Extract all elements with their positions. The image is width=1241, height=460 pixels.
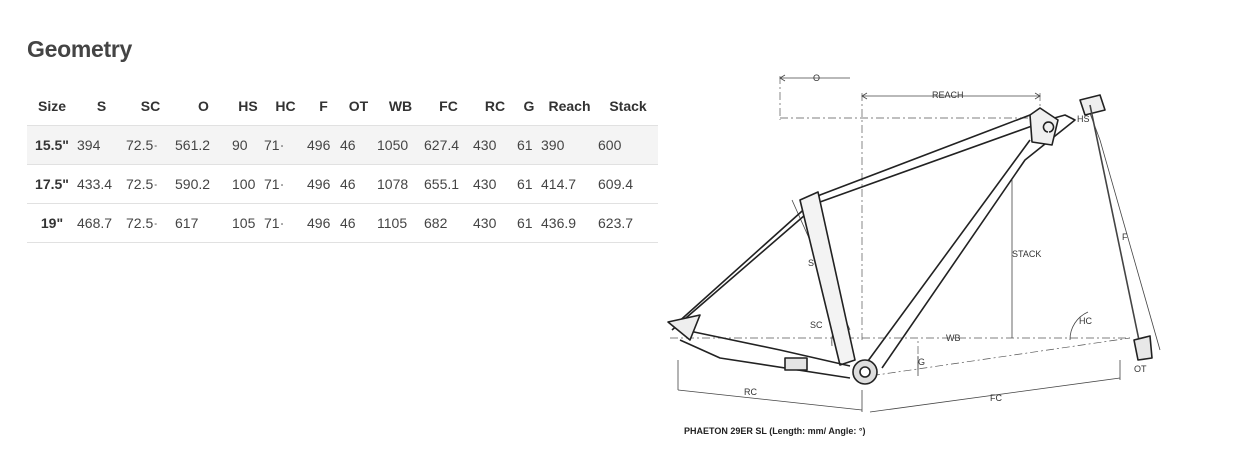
cell-hs: 100 [232,165,264,204]
table-header-row [27,86,658,126]
cell-sc [126,126,175,165]
label-rc: RC [744,387,757,397]
cell-wb: 1105 [377,204,424,243]
degree-mark: ° [280,145,284,152]
cell-sc-value: 72.5 [126,215,154,231]
col-header-hc: HC [275,97,296,114]
cell-o: 590.2 [175,165,232,204]
cell-stack: 600 [598,126,658,165]
label-o: O [813,73,821,83]
cell-hc [264,126,307,165]
table-row [27,126,658,165]
col-header-g: G [523,97,535,114]
col-header-f: F [319,97,328,114]
cell-wb: 1078 [377,165,424,204]
diagram-caption: PHAETON 29ER SL (Length: mm/ Angle: °) [684,426,866,436]
cell-hc-value: 71 [264,137,280,153]
cell-f: 496 [307,126,340,165]
cell-g: 61 [517,204,541,243]
degree-mark: ° [280,223,284,230]
cell-ot: 46 [340,165,377,204]
cell-hs: 105 [232,204,264,243]
label-g: G [918,357,926,367]
cell-wb: 1050 [377,126,424,165]
col-header-rc: RC [484,97,506,114]
cell-f: 496 [307,165,340,204]
col-header-s: S [96,97,107,114]
col-header-hs: HS [238,97,258,114]
col-header-size: Size [37,97,66,114]
cell-hc [264,204,307,243]
table-row [27,204,658,243]
label-hc: HC [1079,316,1092,326]
degree-mark: ° [280,184,284,191]
col-header-sc: SC [140,97,161,114]
cell-hc [264,165,307,204]
cell-rc: 430 [473,165,517,204]
label-hs: HS [1077,114,1090,124]
cell-size: 19" [27,204,77,243]
cell-stack: 609.4 [598,165,658,204]
label-s: S [808,258,815,268]
cell-s: 433.4 [77,165,126,204]
cell-reach: 390 [541,126,598,165]
dimension-lines [670,76,1130,378]
cell-sc [126,165,175,204]
table-row [27,165,658,204]
label-fc: FC [990,393,1002,403]
cell-stack: 623.7 [598,204,658,243]
col-header-fc: FC [439,97,458,114]
cell-fc: 655.1 [424,165,473,204]
col-header-o: O [198,97,209,114]
cell-rc: 430 [473,204,517,243]
label-ot: OT [1134,364,1147,374]
col-header-wb: WB [388,97,413,114]
label-reach: REACH [932,90,964,100]
cell-reach: 414.7 [541,165,598,204]
cell-size: 17.5" [27,165,77,204]
degree-mark: ° [154,184,158,191]
col-header-ot: OT [348,97,369,114]
cell-hs: 90 [232,126,264,165]
degree-mark: ° [154,223,158,230]
cell-s: 394 [77,126,126,165]
cell-o: 617 [175,204,232,243]
cell-size: 15.5" [27,126,77,165]
label-f: F [1122,232,1128,242]
cell-g: 61 [517,126,541,165]
cell-fc: 682 [424,204,473,243]
cell-sc [126,204,175,243]
cell-fc: 627.4 [424,126,473,165]
cell-ot: 46 [340,204,377,243]
cell-sc-value: 72.5 [126,176,154,192]
col-header-reach: Reach [548,97,591,114]
degree-mark: ° [154,145,158,152]
cell-ot: 46 [340,126,377,165]
cell-g: 61 [517,165,541,204]
cell-hc-value: 71 [264,176,280,192]
geometry-table [27,86,658,243]
cell-rc: 430 [473,126,517,165]
label-sc: SC [810,320,823,330]
cell-sc-value: 72.5 [126,137,154,153]
label-wb: WB [946,333,961,343]
col-header-stack: Stack [609,97,647,114]
frame-geometry-diagram [660,60,1220,430]
cell-reach: 436.9 [541,204,598,243]
bike-frame [668,95,1152,384]
geometry-heading: Geometry [27,36,132,62]
label-stack: STACK [1012,249,1042,259]
cell-f: 496 [307,204,340,243]
cell-s: 468.7 [77,204,126,243]
cell-hc-value: 71 [264,215,280,231]
cell-o: 561.2 [175,126,232,165]
